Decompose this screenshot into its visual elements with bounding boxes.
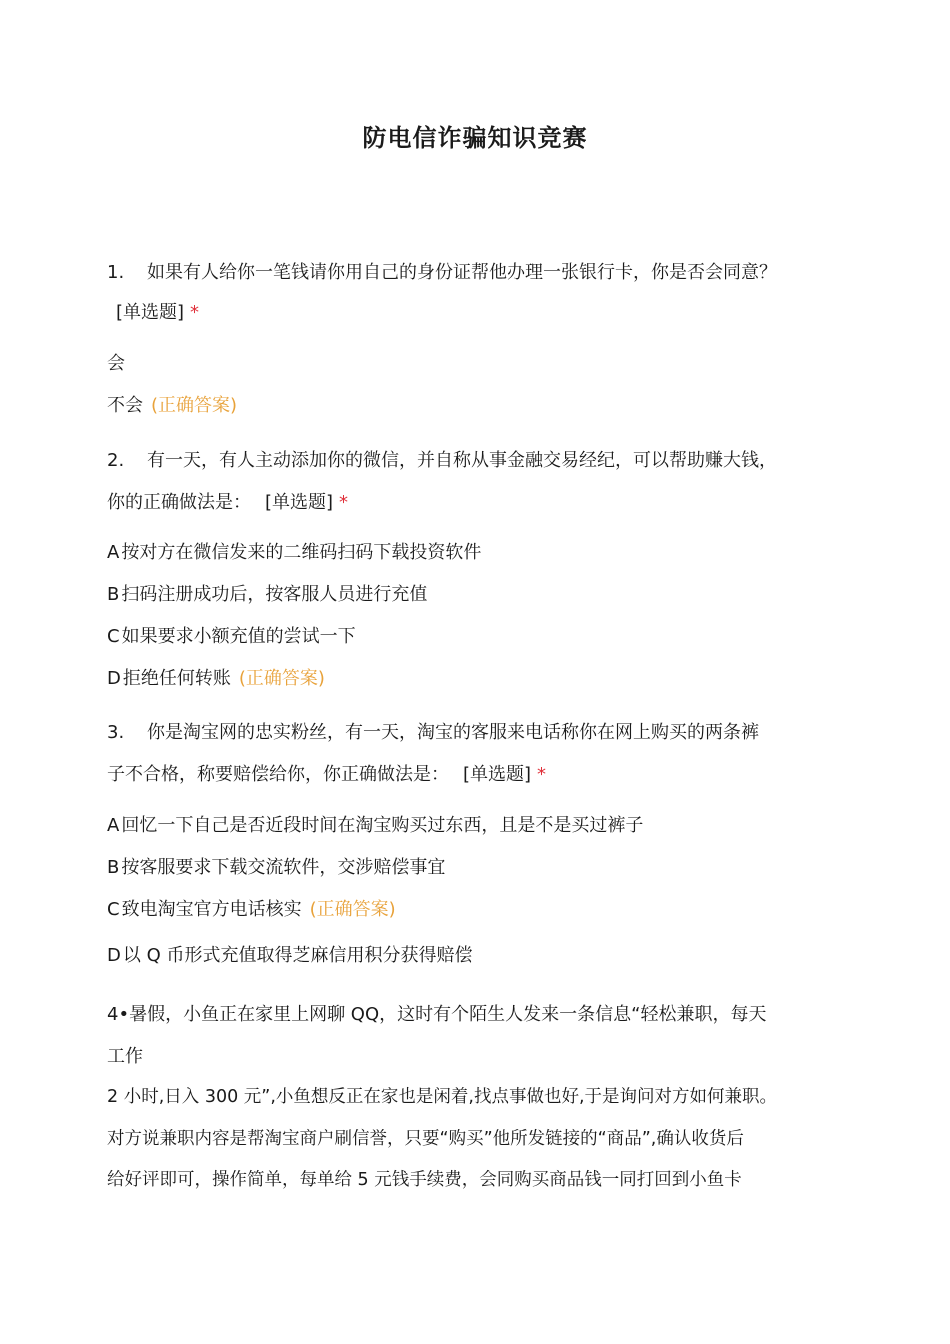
question-3-text-2 bbox=[107, 760, 546, 786]
required-mark: * bbox=[190, 302, 200, 323]
question-type: [单选题] bbox=[116, 302, 185, 323]
option-text: 扫码注册成功后，按客服人员进行充值 bbox=[121, 584, 428, 605]
option-q2-c[interactable] bbox=[107, 622, 356, 648]
question-1-meta bbox=[116, 298, 199, 324]
option-text: 如果要求小额充值的尝试一下 bbox=[121, 626, 356, 647]
page-title: 防电信诈骗知识竞赛 bbox=[362, 124, 588, 152]
question-number: 1. bbox=[107, 262, 125, 283]
required-mark: * bbox=[537, 764, 547, 785]
option-q2-d[interactable] bbox=[107, 664, 325, 690]
option-q1-2[interactable] bbox=[107, 391, 237, 417]
option-letter: C bbox=[107, 899, 120, 920]
option-text: 按对方在微信发来的二维码扫码下载投资软件 bbox=[121, 542, 482, 563]
option-letter: A bbox=[107, 815, 120, 836]
question-4-line-5: 给好评即可，操作简单，每单给 5 元钱手续费，会同购买商品钱一同打回到小鱼卡 bbox=[107, 1170, 742, 1190]
option-q2-b[interactable] bbox=[107, 580, 427, 606]
option-letter: C bbox=[107, 626, 120, 647]
option-letter: A bbox=[107, 542, 120, 563]
option-q3-c[interactable] bbox=[107, 895, 396, 921]
question-number: 3. bbox=[107, 722, 125, 743]
question-line: 如果有人给你一笔钱请你用自己的身份证帮他办理一张银行卡，你是否会同意？ bbox=[147, 262, 777, 283]
question-4-line-1: 4•暑假，小鱼正在家里上网聊 QQ，这时有个陌生人发来一条信息“轻松兼职，每天 bbox=[107, 1004, 767, 1025]
required-mark: * bbox=[339, 492, 349, 513]
option-letter: B bbox=[107, 584, 120, 605]
option-q3-a[interactable] bbox=[107, 811, 643, 837]
question-line: 子不合格，称要赔偿给你，你正确做法是： bbox=[107, 764, 449, 785]
option-text: 以 Q 币形式充值取得芝麻信用积分获得赔偿 bbox=[122, 945, 473, 966]
question-2-text-2 bbox=[107, 488, 348, 514]
question-1-text bbox=[107, 258, 777, 284]
question-2-text bbox=[107, 446, 777, 472]
option-text: 按客服要求下载交流软件，交涉赔偿事宜 bbox=[121, 857, 446, 878]
question-type: [单选题] bbox=[463, 764, 532, 785]
option-text: 致电淘宝官方电话核实 bbox=[121, 899, 302, 920]
option-letter: D bbox=[107, 668, 121, 689]
option-text: 回忆一下自己是否近段时间在淘宝购买过东西，且是不是买过裤子 bbox=[121, 815, 644, 836]
correct-answer-label: (正确答案) bbox=[309, 899, 396, 920]
option-letter: B bbox=[107, 857, 120, 878]
option-text: 会 bbox=[107, 353, 125, 374]
question-3-text bbox=[107, 718, 759, 744]
option-q2-a[interactable] bbox=[107, 538, 481, 564]
correct-answer-label: (正确答案) bbox=[238, 668, 325, 689]
option-text: 不会 bbox=[107, 395, 143, 416]
question-4-line-3: 2 小时,日入 300 元”,小鱼想反正在家也是闲着,找点事做也好,于是询问对方如何兼职。 bbox=[107, 1087, 778, 1107]
question-line: 你是淘宝网的忠实粉丝，有一天，淘宝的客服来电话称你在网上购买的两条裤 bbox=[147, 722, 759, 743]
option-letter: D bbox=[107, 945, 121, 966]
question-4-line-2: 工作 bbox=[107, 1046, 143, 1067]
option-text: 拒绝任何转账 bbox=[122, 668, 231, 689]
option-q1-1[interactable] bbox=[107, 349, 125, 375]
question-type: [单选题] bbox=[265, 492, 334, 513]
correct-answer-label: (正确答案) bbox=[151, 395, 238, 416]
option-q3-b[interactable] bbox=[107, 853, 445, 879]
option-q3-d[interactable] bbox=[107, 941, 472, 967]
question-line: 你的正确做法是： bbox=[107, 492, 251, 513]
question-4-line-4: 对方说兼职内容是帮淘宝商户刷信誉，只要“购买”他所发链接的“商品”,确认收货后 bbox=[107, 1129, 744, 1149]
question-line: 有一天，有人主动添加你的微信，并自称从事金融交易经纪，可以帮助赚大钱， bbox=[147, 450, 777, 471]
question-number: 2. bbox=[107, 450, 125, 471]
